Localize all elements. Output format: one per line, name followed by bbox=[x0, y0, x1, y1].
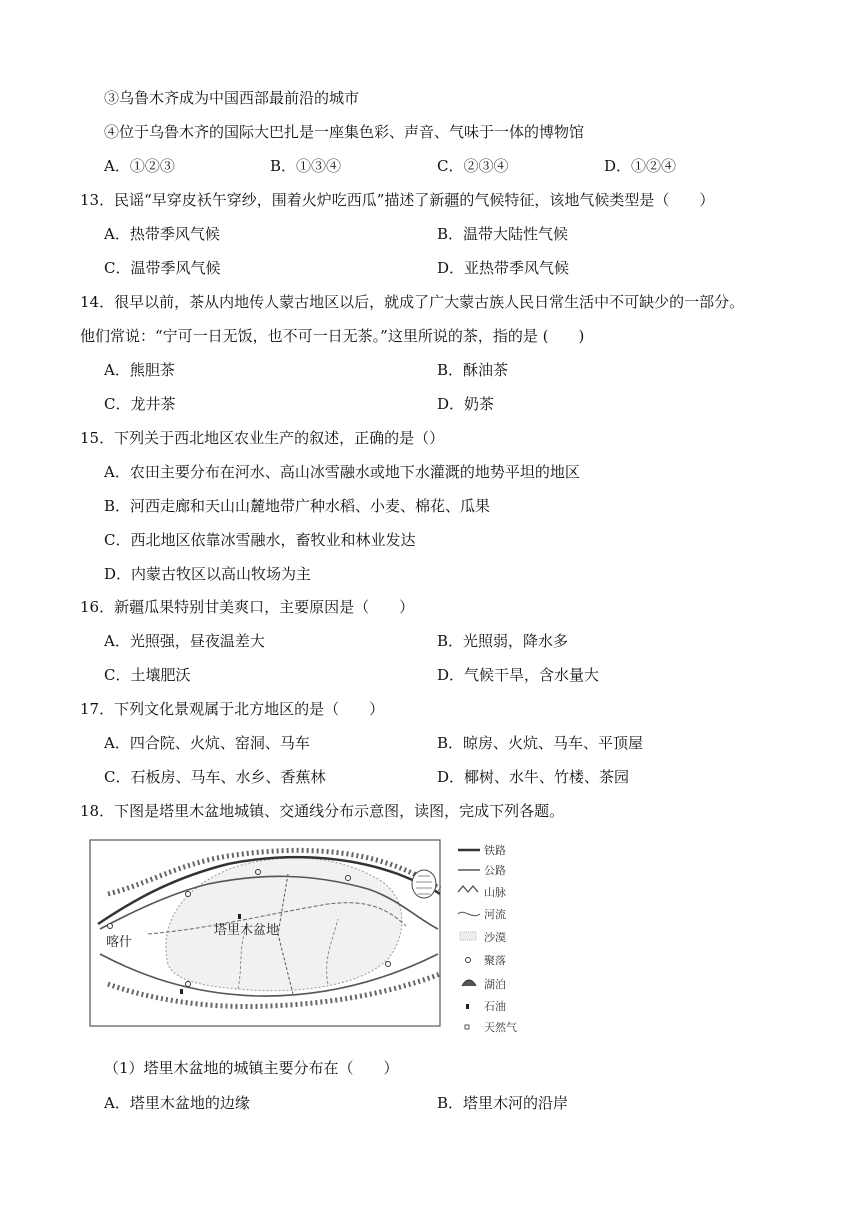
legend-railway: 铁路 bbox=[484, 844, 506, 857]
city-label-kashgar: 喀什 bbox=[106, 935, 133, 950]
q17-option-b: B．晾房、火炕、马车、平顶屋 bbox=[437, 734, 644, 752]
q13-stem: 13．民谣“早穿皮袄午穿纱，围着火炉吃西瓜”描述了新疆的气候特征，该地气候类型是（ ） bbox=[80, 191, 715, 209]
legend-oil: 石油 bbox=[484, 1000, 506, 1013]
q15-stem: 15．下列关于西北地区农业生产的叙述，正确的是（） bbox=[80, 429, 445, 447]
legend-river: 河流 bbox=[484, 908, 506, 921]
q14-option-b: B．酥油茶 bbox=[437, 361, 509, 379]
q14-stem-line-1: 14．很早以前，茶从内地传人蒙古地区以后，就成了广大蒙古族人民日常生活中不可缺少的一部分。 bbox=[80, 293, 745, 311]
q18-sub1-stem: （1）塔里木盆地的城镇主要分布在（ ） bbox=[104, 1059, 399, 1077]
q15-option-b: B．河西走廊和天山山麓地带广种水稻、小麦、棉花、瓜果 bbox=[104, 497, 491, 515]
q15-option-c: C．西北地区依靠冰雪融水，畜牧业和林业发达 bbox=[104, 531, 416, 549]
tarim-basin-map bbox=[88, 834, 524, 1034]
q12-item-3: ③乌鲁木齐成为中国西部最前沿的城市 bbox=[104, 89, 360, 107]
q12-option-d: D．①②④ bbox=[604, 157, 677, 175]
q12-option-c: C．②③④ bbox=[437, 157, 509, 175]
legend-settlement: 聚落 bbox=[484, 954, 506, 967]
q14-stem-line-2: 他们常说：“宁可一日无饭，也不可一日无茶。”这里所说的茶，指的是 ( ) bbox=[80, 327, 585, 345]
settlement-marker bbox=[256, 870, 261, 875]
q14-option-a: A．熊胆茶 bbox=[104, 361, 175, 379]
q16-stem: 16．新疆瓜果特别甘美爽口，主要原因是（ ） bbox=[80, 598, 415, 616]
q18-stem: 18．下图是塔里木盆地城镇、交通线分布示意图，读图，完成下列各题。 bbox=[80, 802, 565, 820]
q18-sub1-option-a: A．塔里木盆地的边缘 bbox=[104, 1094, 250, 1112]
legend-mountain: 山脉 bbox=[484, 886, 506, 899]
q13-option-d: D．亚热带季风气候 bbox=[437, 259, 570, 277]
q12-option-a: A．①②③ bbox=[104, 157, 175, 175]
settlement-marker bbox=[108, 924, 113, 929]
q17-option-a: A．四合院、火炕、窑洞、马车 bbox=[104, 734, 310, 752]
q18-sub1-option-b: B．塔里木河的沿岸 bbox=[437, 1094, 569, 1112]
legend-road: 公路 bbox=[484, 864, 506, 877]
q13-option-c: C．温带季风气候 bbox=[104, 259, 221, 277]
q15-option-d: D．内蒙古牧区以高山牧场为主 bbox=[104, 565, 312, 583]
q16-option-a: A．光照强，昼夜温差大 bbox=[104, 632, 265, 650]
basin-label: 塔里木盆地 bbox=[214, 923, 280, 938]
q17-option-c: C．石板房、马车、水乡、香蕉林 bbox=[104, 768, 326, 786]
q12-option-b: B．①③④ bbox=[270, 157, 342, 175]
q13-option-b: B．温带大陆性气候 bbox=[437, 225, 569, 243]
q13-option-a: A．热带季风气候 bbox=[104, 225, 220, 243]
settlement-marker bbox=[186, 892, 191, 897]
q14-option-d: D．奶茶 bbox=[437, 395, 495, 413]
q12-item-4: ④位于乌鲁木齐的国际大巴扎是一座集色彩、声音、气味于一体的博物馆 bbox=[104, 123, 585, 141]
legend-lake: 湖泊 bbox=[484, 978, 506, 991]
q16-option-b: B．光照弱，降水多 bbox=[437, 632, 569, 650]
settlement-marker bbox=[386, 962, 391, 967]
settlement-marker bbox=[346, 876, 351, 881]
oil-marker bbox=[238, 914, 241, 919]
q14-option-c: C．龙井茶 bbox=[104, 395, 176, 413]
q15-option-a: A．农田主要分布在河水、高山冰雪融水或地下水灌溉的地势平坦的地区 bbox=[104, 463, 580, 481]
oil-marker bbox=[180, 989, 183, 994]
q17-option-d: D．椰树、水牛、竹楼、茶园 bbox=[437, 768, 630, 786]
q16-option-d: D．气候干旱，含水量大 bbox=[437, 666, 600, 684]
legend-natural-gas: 天然气 bbox=[484, 1021, 517, 1034]
legend-desert: 沙漠 bbox=[484, 931, 506, 944]
q17-stem: 17．下列文化景观属于北方地区的是（ ） bbox=[80, 700, 385, 718]
q16-option-c: C．土壤肥沃 bbox=[104, 666, 191, 684]
settlement-marker bbox=[186, 982, 191, 987]
